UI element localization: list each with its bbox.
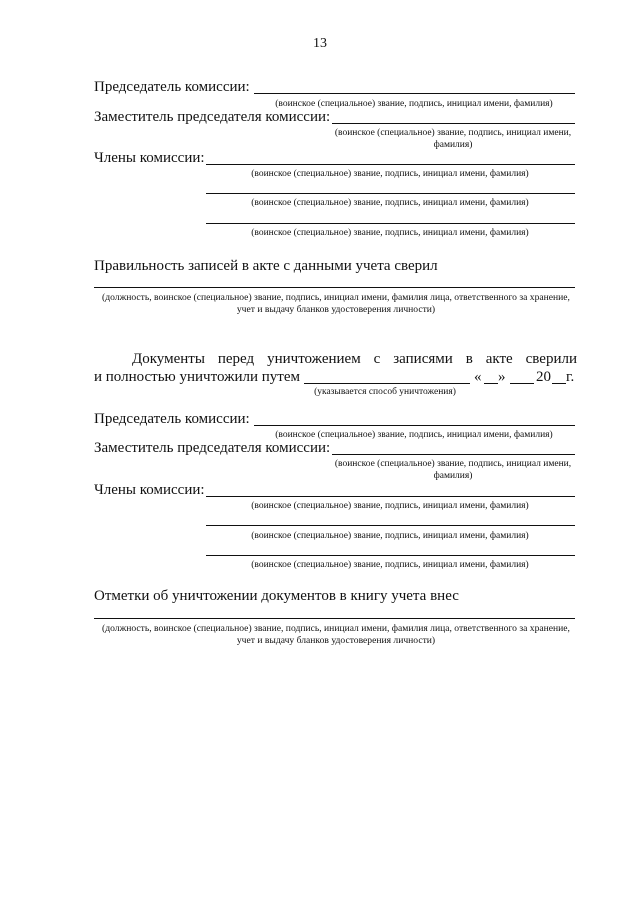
chairman-label: Председатель комиссии: [94, 79, 250, 95]
chairman-signature-row-2 [94, 408, 575, 428]
page-number: 13 [313, 36, 327, 51]
member-signature-line-6[interactable] [206, 555, 575, 556]
member-signature-row-3 [94, 206, 575, 226]
chairman-label-2: Председатель комиссии: [94, 411, 250, 427]
member-caption-3: (воинское (специальное) звание, подпись, инициал имени, фамилия) [251, 228, 529, 238]
destruction-line-1: Документы перед уничтожением с записями в акте сверили [132, 351, 577, 367]
member-signature-row-6 [94, 538, 575, 558]
book-record-signature-line[interactable] [94, 618, 575, 619]
member-signature-row-1 [94, 147, 575, 167]
chairman-signature-line[interactable] [254, 93, 575, 94]
member-caption-4: (воинское (специальное) звание, подпись, инициал имени, фамилия) [251, 501, 529, 511]
member-signature-line-5[interactable] [206, 525, 575, 526]
member-caption-5: (воинское (специальное) звание, подпись, инициал имени, фамилия) [251, 531, 529, 541]
destruction-line-2-prefix: и полностью уничтожили путем [94, 369, 300, 385]
deputy-caption: (воинское (специальное) звание, подпись, инициал имени, фамилия) [334, 128, 572, 150]
member-signature-line-4[interactable] [206, 496, 575, 497]
member-caption-6: (воинское (специальное) звание, подпись, инициал имени, фамилия) [251, 560, 529, 570]
member-signature-line-3[interactable] [206, 223, 575, 224]
quote-open: « [474, 369, 482, 385]
book-record-signature-row [94, 601, 575, 621]
member-signature-row-2 [94, 176, 575, 196]
verification-signature-line[interactable] [94, 287, 575, 288]
destruction-month-field[interactable] [510, 383, 534, 384]
verification-text: Правильность записей в акте с данными учета сверил [94, 258, 438, 274]
member-signature-line-1[interactable] [206, 164, 575, 165]
deputy-signature-row [94, 106, 575, 126]
quote-close: » [498, 369, 506, 385]
destruction-method-caption: (указывается способ уничтожения) [314, 387, 456, 397]
member-signature-line-2[interactable] [206, 193, 575, 194]
destruction-day-field[interactable] [484, 383, 498, 384]
chairman-caption-2: (воинское (специальное) звание, подпись, инициал имени, фамилия) [275, 430, 553, 440]
destruction-method-field[interactable] [304, 383, 470, 384]
destruction-year-field[interactable] [552, 383, 566, 384]
chairman-signature-line-2[interactable] [254, 425, 575, 426]
book-record-text: Отметки об уничтожении документов в книгу учета внес [94, 588, 459, 604]
members-label-2: Члены комиссии: [94, 482, 205, 498]
member-caption-1: (воинское (специальное) звание, подпись, инициал имени, фамилия) [251, 169, 529, 179]
deputy-caption-2: (воинское (специальное) звание, подпись, инициал имени, фамилия) [334, 459, 572, 481]
member-signature-row-4 [94, 479, 575, 499]
member-caption-2: (воинское (специальное) звание, подпись, инициал имени, фамилия) [251, 198, 529, 208]
chairman-caption: (воинское (специальное) звание, подпись, инициал имени, фамилия) [275, 99, 553, 109]
deputy-signature-line[interactable] [332, 123, 575, 124]
year-suffix: г. [566, 369, 575, 385]
deputy-label-2: Заместитель председателя комиссии: [94, 440, 331, 456]
members-label: Члены комиссии: [94, 150, 205, 166]
year-prefix: 20 [536, 369, 551, 385]
deputy-label: Заместитель председателя комиссии: [94, 109, 331, 125]
member-signature-row-5 [94, 508, 575, 528]
deputy-signature-line-2[interactable] [332, 454, 575, 455]
book-record-caption: (должность, воинское (специальное) звание, подпись, инициал имени, фамилия лица, ответственного за хранение, учет и выдачу бланков удостоверения личности) [102, 623, 570, 646]
verification-caption: (должность, воинское (специальное) звание, подпись, инициал имени, фамилия лица, ответственного за хранение, учет и выдачу бланков удостоверения личности) [102, 292, 570, 315]
chairman-signature-row [94, 76, 575, 96]
verification-signature-row [94, 270, 575, 290]
destruction-line-2 [94, 366, 577, 386]
deputy-signature-row-2 [94, 437, 575, 457]
